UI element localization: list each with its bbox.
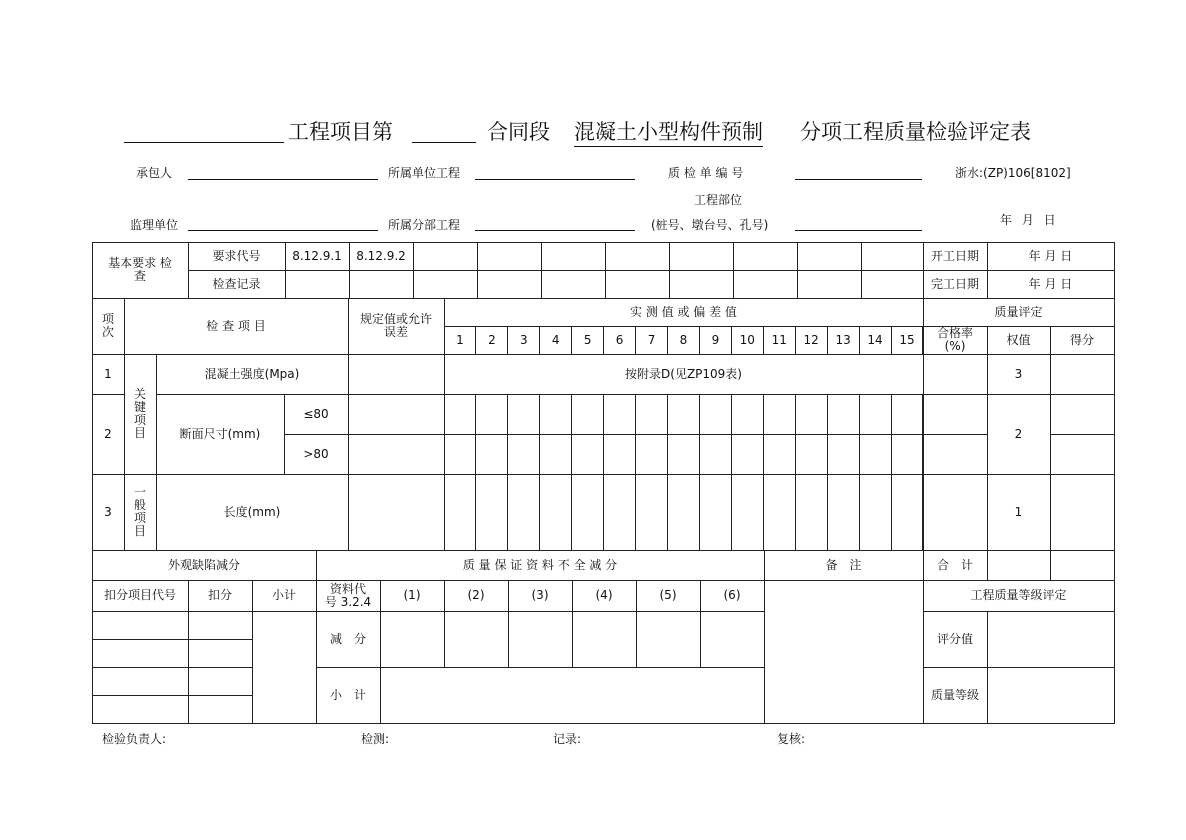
- key-items-label: 关键项目: [124, 354, 157, 475]
- measure-cell[interactable]: [571, 434, 604, 475]
- measure-cell[interactable]: [795, 474, 828, 551]
- contractor-label: 承包人: [136, 166, 173, 180]
- req-code-cell[interactable]: [477, 242, 542, 271]
- record-label: 记录:: [553, 732, 582, 746]
- measure-cell[interactable]: [827, 394, 860, 435]
- reduce-label: 减 分: [316, 611, 381, 668]
- measure-cell[interactable]: [635, 474, 668, 551]
- doc-col-header: (2): [444, 580, 509, 612]
- score-cell[interactable]: [1050, 394, 1115, 435]
- measure-cell[interactable]: [891, 474, 924, 551]
- measure-col-header: 10: [731, 326, 764, 355]
- check-record-cell[interactable]: [861, 270, 924, 299]
- measure-cell[interactable]: [571, 394, 604, 435]
- measure-cell[interactable]: [827, 434, 860, 475]
- deduct-cell[interactable]: [188, 639, 253, 668]
- reduce-cell[interactable]: [572, 611, 637, 668]
- measure-cell[interactable]: [507, 394, 540, 435]
- req-code-cell[interactable]: [733, 242, 798, 271]
- appearance-label: 外观缺陷减分: [92, 550, 317, 581]
- measure-cell[interactable]: [539, 394, 572, 435]
- req-code-cell[interactable]: [541, 242, 606, 271]
- total-label: 合 计: [923, 550, 988, 581]
- item-no-header: 项次: [92, 298, 125, 355]
- measure-cell[interactable]: [444, 394, 477, 435]
- measure-cell[interactable]: [891, 394, 924, 435]
- measure-cell[interactable]: [859, 394, 892, 435]
- location-label: 工程部位: [694, 193, 743, 207]
- subtotal2-label: 小 计: [316, 667, 381, 724]
- subtotal-header: 小计: [252, 580, 317, 612]
- measure-note: 按附录D(见ZP109表): [444, 354, 924, 395]
- measure-cell[interactable]: [763, 394, 796, 435]
- spec-cell[interactable]: [348, 474, 445, 551]
- deduct-code-header: 扣分项目代号: [92, 580, 189, 612]
- measure-col-header: 9: [699, 326, 732, 355]
- subtotal2-cell[interactable]: [380, 667, 765, 724]
- check-record-cell[interactable]: [413, 270, 478, 299]
- check-record-cell[interactable]: [733, 270, 798, 299]
- project-name-blank[interactable]: [124, 142, 284, 143]
- check-record-label: 检查记录: [188, 270, 286, 299]
- doc-col-header: (6): [700, 580, 765, 612]
- remarks-label: 备 注: [764, 550, 924, 581]
- measure-cell[interactable]: [603, 474, 636, 551]
- measure-cell[interactable]: [891, 434, 924, 475]
- start-date-value[interactable]: 年 月 日: [987, 242, 1115, 271]
- end-date-label: 完工日期: [923, 270, 988, 299]
- doc-col-header: (1): [380, 580, 445, 612]
- measure-cell[interactable]: [667, 474, 700, 551]
- title-part3: 分项工程质量检验评定表: [800, 120, 1031, 144]
- measure-cell[interactable]: [603, 434, 636, 475]
- contractor-field[interactable]: [188, 179, 378, 180]
- basic-req-label: 基本要求 检 查: [92, 242, 189, 299]
- measure-col-header: 6: [603, 326, 636, 355]
- location-field[interactable]: [795, 230, 922, 231]
- score-header: 得分: [1050, 326, 1115, 355]
- check-record-cell[interactable]: [349, 270, 414, 299]
- pass-rate-cell[interactable]: [923, 354, 988, 395]
- measured-header: 实 测 值 或 偏 差 值: [444, 298, 924, 327]
- header-date: 年 月 日: [1000, 213, 1056, 227]
- check-record-cell[interactable]: [541, 270, 606, 299]
- pass-rate-header: 合格率(%): [923, 326, 988, 355]
- measure-cell[interactable]: [699, 394, 732, 435]
- unit-project-field[interactable]: [475, 179, 635, 180]
- total-cell[interactable]: [1050, 550, 1115, 581]
- check-record-cell[interactable]: [605, 270, 670, 299]
- weight-value: 3: [987, 354, 1051, 395]
- deduct-code-cell[interactable]: [92, 667, 189, 696]
- item-no: 1: [92, 354, 125, 395]
- req-code-cell: 8.12.9.2: [349, 242, 414, 271]
- division-project-field[interactable]: [475, 230, 635, 231]
- deduct-code-cell[interactable]: [92, 639, 189, 668]
- measure-cell[interactable]: [603, 394, 636, 435]
- measure-col-header: 12: [795, 326, 828, 355]
- check-record-cell[interactable]: [669, 270, 734, 299]
- check-record-cell[interactable]: [285, 270, 350, 299]
- title-part2: 合同段: [487, 120, 550, 144]
- reduce-cell[interactable]: [700, 611, 765, 668]
- general-items-label: 一般项目: [124, 474, 157, 551]
- reduce-cell[interactable]: [444, 611, 509, 668]
- measure-col-header: 7: [635, 326, 668, 355]
- pass-rate-cell[interactable]: [923, 394, 988, 435]
- req-code-cell[interactable]: [797, 242, 862, 271]
- inspector-label: 检验负责人:: [102, 732, 167, 746]
- weight-header: 权值: [987, 326, 1051, 355]
- deduct-header: 扣分: [188, 580, 253, 612]
- req-code-cell[interactable]: [605, 242, 670, 271]
- measure-cell[interactable]: [667, 434, 700, 475]
- item-no: 3: [92, 474, 125, 551]
- spec-cell[interactable]: [348, 394, 445, 435]
- item-name: 混凝土强度(Mpa): [156, 354, 349, 395]
- measure-col-header: 13: [827, 326, 860, 355]
- spec-header: 规定值或允许误差: [348, 298, 445, 355]
- check-item-header: 检 查 项 目: [124, 298, 349, 355]
- score-value-label: 评分值: [923, 611, 988, 668]
- pass-rate-cell[interactable]: [923, 434, 988, 475]
- item-no: 2: [92, 394, 125, 475]
- measure-cell[interactable]: [859, 474, 892, 551]
- req-code-cell: 8.12.9.1: [285, 242, 350, 271]
- measure-cell[interactable]: [635, 394, 668, 435]
- measure-cell[interactable]: [444, 474, 477, 551]
- measure-cell[interactable]: [444, 434, 477, 475]
- supervisor-label: 监理单位: [130, 218, 179, 232]
- supervisor-field[interactable]: [188, 230, 378, 231]
- score-cell[interactable]: [1050, 354, 1115, 395]
- doc-col-header: (3): [508, 580, 573, 612]
- subtotal-cell[interactable]: [252, 611, 317, 724]
- measure-cell[interactable]: [539, 474, 572, 551]
- score-value-cell[interactable]: [987, 611, 1115, 668]
- measure-col-header: 14: [859, 326, 892, 355]
- measure-cell[interactable]: [539, 434, 572, 475]
- req-code-label: 要求代号: [188, 242, 286, 271]
- reduce-cell[interactable]: [380, 611, 445, 668]
- contract-no-blank[interactable]: [412, 142, 476, 143]
- measure-col-header: 4: [539, 326, 572, 355]
- measure-cell[interactable]: [475, 474, 508, 551]
- measure-cell[interactable]: [475, 434, 508, 475]
- measure-cell[interactable]: [795, 394, 828, 435]
- measure-cell[interactable]: [763, 434, 796, 475]
- measure-cell[interactable]: [827, 474, 860, 551]
- deduct-cell[interactable]: [188, 667, 253, 696]
- doc-col-header: (5): [636, 580, 701, 612]
- measure-cell[interactable]: [859, 434, 892, 475]
- measure-col-header: 5: [571, 326, 604, 355]
- measure-cell[interactable]: [475, 394, 508, 435]
- reduce-cell[interactable]: [508, 611, 573, 668]
- total-cell[interactable]: [987, 550, 1051, 581]
- req-code-cell[interactable]: [861, 242, 924, 271]
- measure-cell[interactable]: [731, 394, 764, 435]
- test-label: 检测:: [361, 732, 390, 746]
- measure-cell[interactable]: [763, 474, 796, 551]
- deduct-cell[interactable]: [188, 695, 253, 724]
- form-code: 浙水:(ZP)106[8102]: [955, 166, 1071, 180]
- check-record-cell[interactable]: [477, 270, 542, 299]
- doc-code-header: 资料代号 3.2.4: [316, 580, 381, 612]
- measure-cell[interactable]: [699, 434, 732, 475]
- quality-eval-header: 质量评定: [923, 298, 1115, 327]
- score-cell[interactable]: [1050, 434, 1115, 475]
- measure-cell[interactable]: [635, 434, 668, 475]
- measure-cell[interactable]: [571, 474, 604, 551]
- deduct-code-cell[interactable]: [92, 695, 189, 724]
- measure-col-header: 15: [891, 326, 924, 355]
- title-part1: 工程项目第: [288, 120, 393, 144]
- start-date-label: 开工日期: [923, 242, 988, 271]
- grade-cell[interactable]: [987, 667, 1115, 724]
- measure-cell[interactable]: [507, 434, 540, 475]
- doc-col-header: (4): [572, 580, 637, 612]
- sub-item: >80: [284, 434, 349, 475]
- pass-rate-cell[interactable]: [923, 474, 988, 551]
- spec-cell[interactable]: [348, 434, 445, 475]
- score-cell[interactable]: [1050, 474, 1115, 551]
- weight-value: 1: [987, 474, 1051, 551]
- measure-cell[interactable]: [507, 474, 540, 551]
- measure-cell[interactable]: [795, 434, 828, 475]
- title-subject: 混凝土小型构件预制: [574, 116, 763, 147]
- end-date-value[interactable]: 年 月 日: [987, 270, 1115, 299]
- check-record-cell[interactable]: [797, 270, 862, 299]
- spec-cell[interactable]: [348, 354, 445, 395]
- measure-cell[interactable]: [731, 474, 764, 551]
- item-name: 长度(mm): [156, 474, 349, 551]
- measure-col-header: 2: [475, 326, 508, 355]
- measure-col-header: 8: [667, 326, 700, 355]
- sub-item: ≤80: [284, 394, 349, 435]
- inspection-no-label: 质 检 单 编 号: [668, 166, 744, 180]
- inspection-no-field[interactable]: [795, 179, 922, 180]
- qa-docs-label: 质 量 保 证 资 料 不 全 减 分: [316, 550, 765, 581]
- measure-cell[interactable]: [667, 394, 700, 435]
- deduct-cell[interactable]: [188, 611, 253, 640]
- location-detail-label: (桩号、墩台号、孔号): [651, 218, 769, 232]
- division-project-label: 所属分部工程: [388, 218, 461, 232]
- grade-label: 质量等级: [923, 667, 988, 724]
- item-name: 断面尺寸(mm): [156, 394, 285, 475]
- measure-col-header: 3: [507, 326, 540, 355]
- reduce-cell[interactable]: [636, 611, 701, 668]
- deduct-code-cell[interactable]: [92, 611, 189, 640]
- remarks-cell[interactable]: [764, 580, 924, 724]
- measure-col-header: 1: [444, 326, 477, 355]
- measure-col-header: 11: [763, 326, 796, 355]
- req-code-cell[interactable]: [669, 242, 734, 271]
- weight-value: 2: [987, 394, 1051, 475]
- req-code-cell[interactable]: [413, 242, 478, 271]
- unit-project-label: 所属单位工程: [388, 166, 461, 180]
- review-label: 复核:: [777, 732, 806, 746]
- measure-cell[interactable]: [699, 474, 732, 551]
- grade-eval-header: 工程质量等级评定: [923, 580, 1115, 612]
- measure-cell[interactable]: [731, 434, 764, 475]
